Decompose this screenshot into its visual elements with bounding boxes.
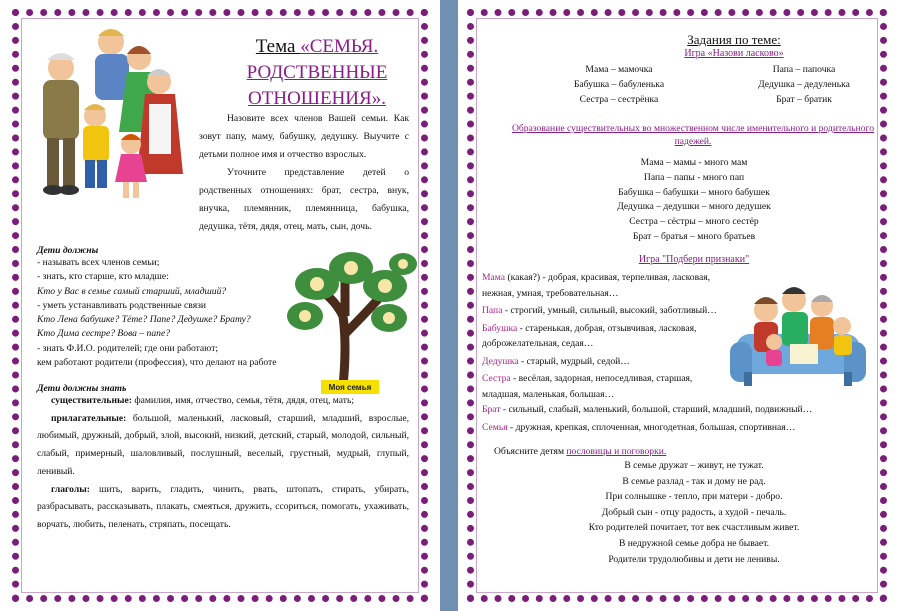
trait-text: - старый, мудрый, седой… <box>518 355 630 367</box>
trait-text: - строгий, умный, сильный, высокий, заботливый… <box>502 305 717 316</box>
verbs-text: шить, варить, гладить, чинить, рвать, штопать, стирать, убирать, разбрасывать, рассказывать, плакать, смеяться, дружить, ссориться, помогать, ухаживать, ворчать, любить, пеленать, стряпать, посещать. <box>37 483 409 530</box>
pair-right: Папа – папочка <box>772 64 836 75</box>
family-tree-illustration <box>281 246 421 396</box>
tree-sign: Моя семья <box>328 383 372 392</box>
game1-pairs <box>524 62 894 107</box>
proverb: В семье дружат – живут, не тужат. <box>624 460 764 471</box>
adjectives-text: большой, маленький, ласковый, старший, младший, взрослые, любимый, дружный, добрый, злой, высокий, низкий, детский, старый, молодой, сильный, слабый, примерный, шаловливый, послушный, веселый, грустный, мудрый, глупый, ленивый. <box>37 412 409 477</box>
proverb: В недружной семье добра не бывает. <box>618 537 770 549</box>
intro-paragraph-1: Назовите всех членов Вашей семьи. Как зовут папу, маму, бабушку, дедушку. Выучите с детьми полное имя и отчество взрослых. <box>199 113 409 160</box>
trait-text: - старенькая, добрая, отзывчивая, ласковая, доброжелательная, седая… <box>482 322 697 349</box>
pair-left: Бабушка – бабуленька <box>573 79 665 90</box>
page-title <box>217 34 417 112</box>
page-gap <box>440 0 458 611</box>
page-left <box>9 6 431 605</box>
must-heading: Дети должны <box>37 245 99 256</box>
plural-title: Образование существительных во множественном числе именительного и родительного падежей. <box>512 123 874 147</box>
title-prefix: Тема <box>255 36 301 57</box>
tasks-heading: Задания по теме: <box>687 32 781 47</box>
pair-right: Брат – братик <box>776 94 832 105</box>
must-item: Кто у Вас в семье самый старший, младший? <box>37 285 227 297</box>
pair-left: Сестра – сестрёнка <box>579 94 659 105</box>
verbs-label: глаголы: <box>51 483 90 495</box>
page-right <box>464 6 890 605</box>
plural-line: Сестра – сёстры – много сестёр <box>629 216 759 228</box>
trait-text: - дружная, крепкая, сплоченная, многодетная, большая, спортивная… <box>507 421 796 433</box>
trait-term: Бабушка <box>482 322 518 334</box>
proverbs-intro-text: Объясните детям <box>494 446 567 457</box>
traits-block-wide <box>482 402 872 435</box>
title-topic: «СЕМЬЯ. РОДСТВЕННЫЕ ОТНОШЕНИЯ». <box>246 36 388 109</box>
know-heading: Дети должны знать <box>37 383 127 394</box>
know-paragraph <box>37 392 409 534</box>
must-item: Кто Дима сестре? Вова – папе? <box>37 328 171 340</box>
plural-line: Дедушка – дедушки – много дедушек <box>617 201 771 213</box>
trait-term: Брат <box>482 404 501 415</box>
game2-title: Игра "Подбери признаки" <box>638 254 750 265</box>
proverbs-intro-link: пословицы и поговорки. <box>566 446 667 457</box>
trait-text: (какая?) - добрая, красивая, терпеливая, ласковая, нежная, умная, требовательная… <box>482 272 711 299</box>
must-item: - называть всех членов семьи; <box>37 257 160 268</box>
family-sofa-illustration <box>730 282 866 392</box>
plural-line: Бабушка – бабушки – много бабушек <box>618 186 770 198</box>
trait-term: Папа <box>482 305 503 316</box>
trait-term: Дедушка <box>482 355 519 367</box>
plural-line: Брат – братья – много братьев <box>632 230 756 242</box>
nouns-label: существительные: <box>51 395 132 406</box>
proverb: Кто родителей почитает, тот век счастливым живет. <box>588 522 800 534</box>
intro-paragraph-2: Уточните представление детей о родственных отношениях: брат, сестра, внук, внучка, племянник, племянница, бабушка, дедушка, тётя, дядя, отец, мать, сын, дочь. <box>199 167 409 232</box>
must-item: Кто Лена бабушке? Тёте? Папе? Дедушке? Брату? <box>37 314 251 326</box>
proverbs-intro <box>494 446 666 457</box>
proverbs-list <box>504 458 884 567</box>
plural-list <box>524 156 864 245</box>
must-item: кем работают родители (профессия), что делают на работе <box>37 357 277 369</box>
plural-line: Папа – папы - много пап <box>643 171 745 183</box>
proverb: При солнышке - тепло, при матери - добро. <box>605 491 783 503</box>
must-item: - уметь устанавливать родственные связи <box>37 299 207 311</box>
traits-block-narrow <box>482 270 720 404</box>
proverb: В семье разлад - так и дому не рад. <box>622 475 766 487</box>
nouns-text: фамилия, имя, отчество, семья, тётя, дядя, отец, мать; <box>131 395 355 406</box>
family-illustration <box>35 20 185 210</box>
trait-term: Мама <box>482 272 506 283</box>
plural-line: Мама – мамы - много мам <box>640 157 748 168</box>
must-item: - знать Ф.И.О. родителей; где они работают; <box>37 342 219 354</box>
proverb: Родители трудолюбивы и дети не ленивы. <box>608 553 780 565</box>
proverb: Добрый сын - отцу радость, а худой - печаль. <box>601 506 787 518</box>
trait-term: Семья <box>482 421 508 433</box>
game1-title: Игра «Назови ласково» <box>684 48 784 59</box>
trait-text: - весёлая, задорная, непоседливая, старшая, младшая, маленькая, большая… <box>482 373 693 400</box>
must-item: - знать, кто старше, кто младше: <box>37 271 169 283</box>
adjectives-label: прилагательные: <box>51 412 127 424</box>
trait-term: Сестра <box>482 373 511 384</box>
trait-text: - сильный, слабый, маленький, большой, старший, младший, подвижный… <box>500 404 813 415</box>
pair-left: Мама – мамочка <box>585 64 653 75</box>
pair-right: Дедушка – дедуленька <box>758 79 850 90</box>
